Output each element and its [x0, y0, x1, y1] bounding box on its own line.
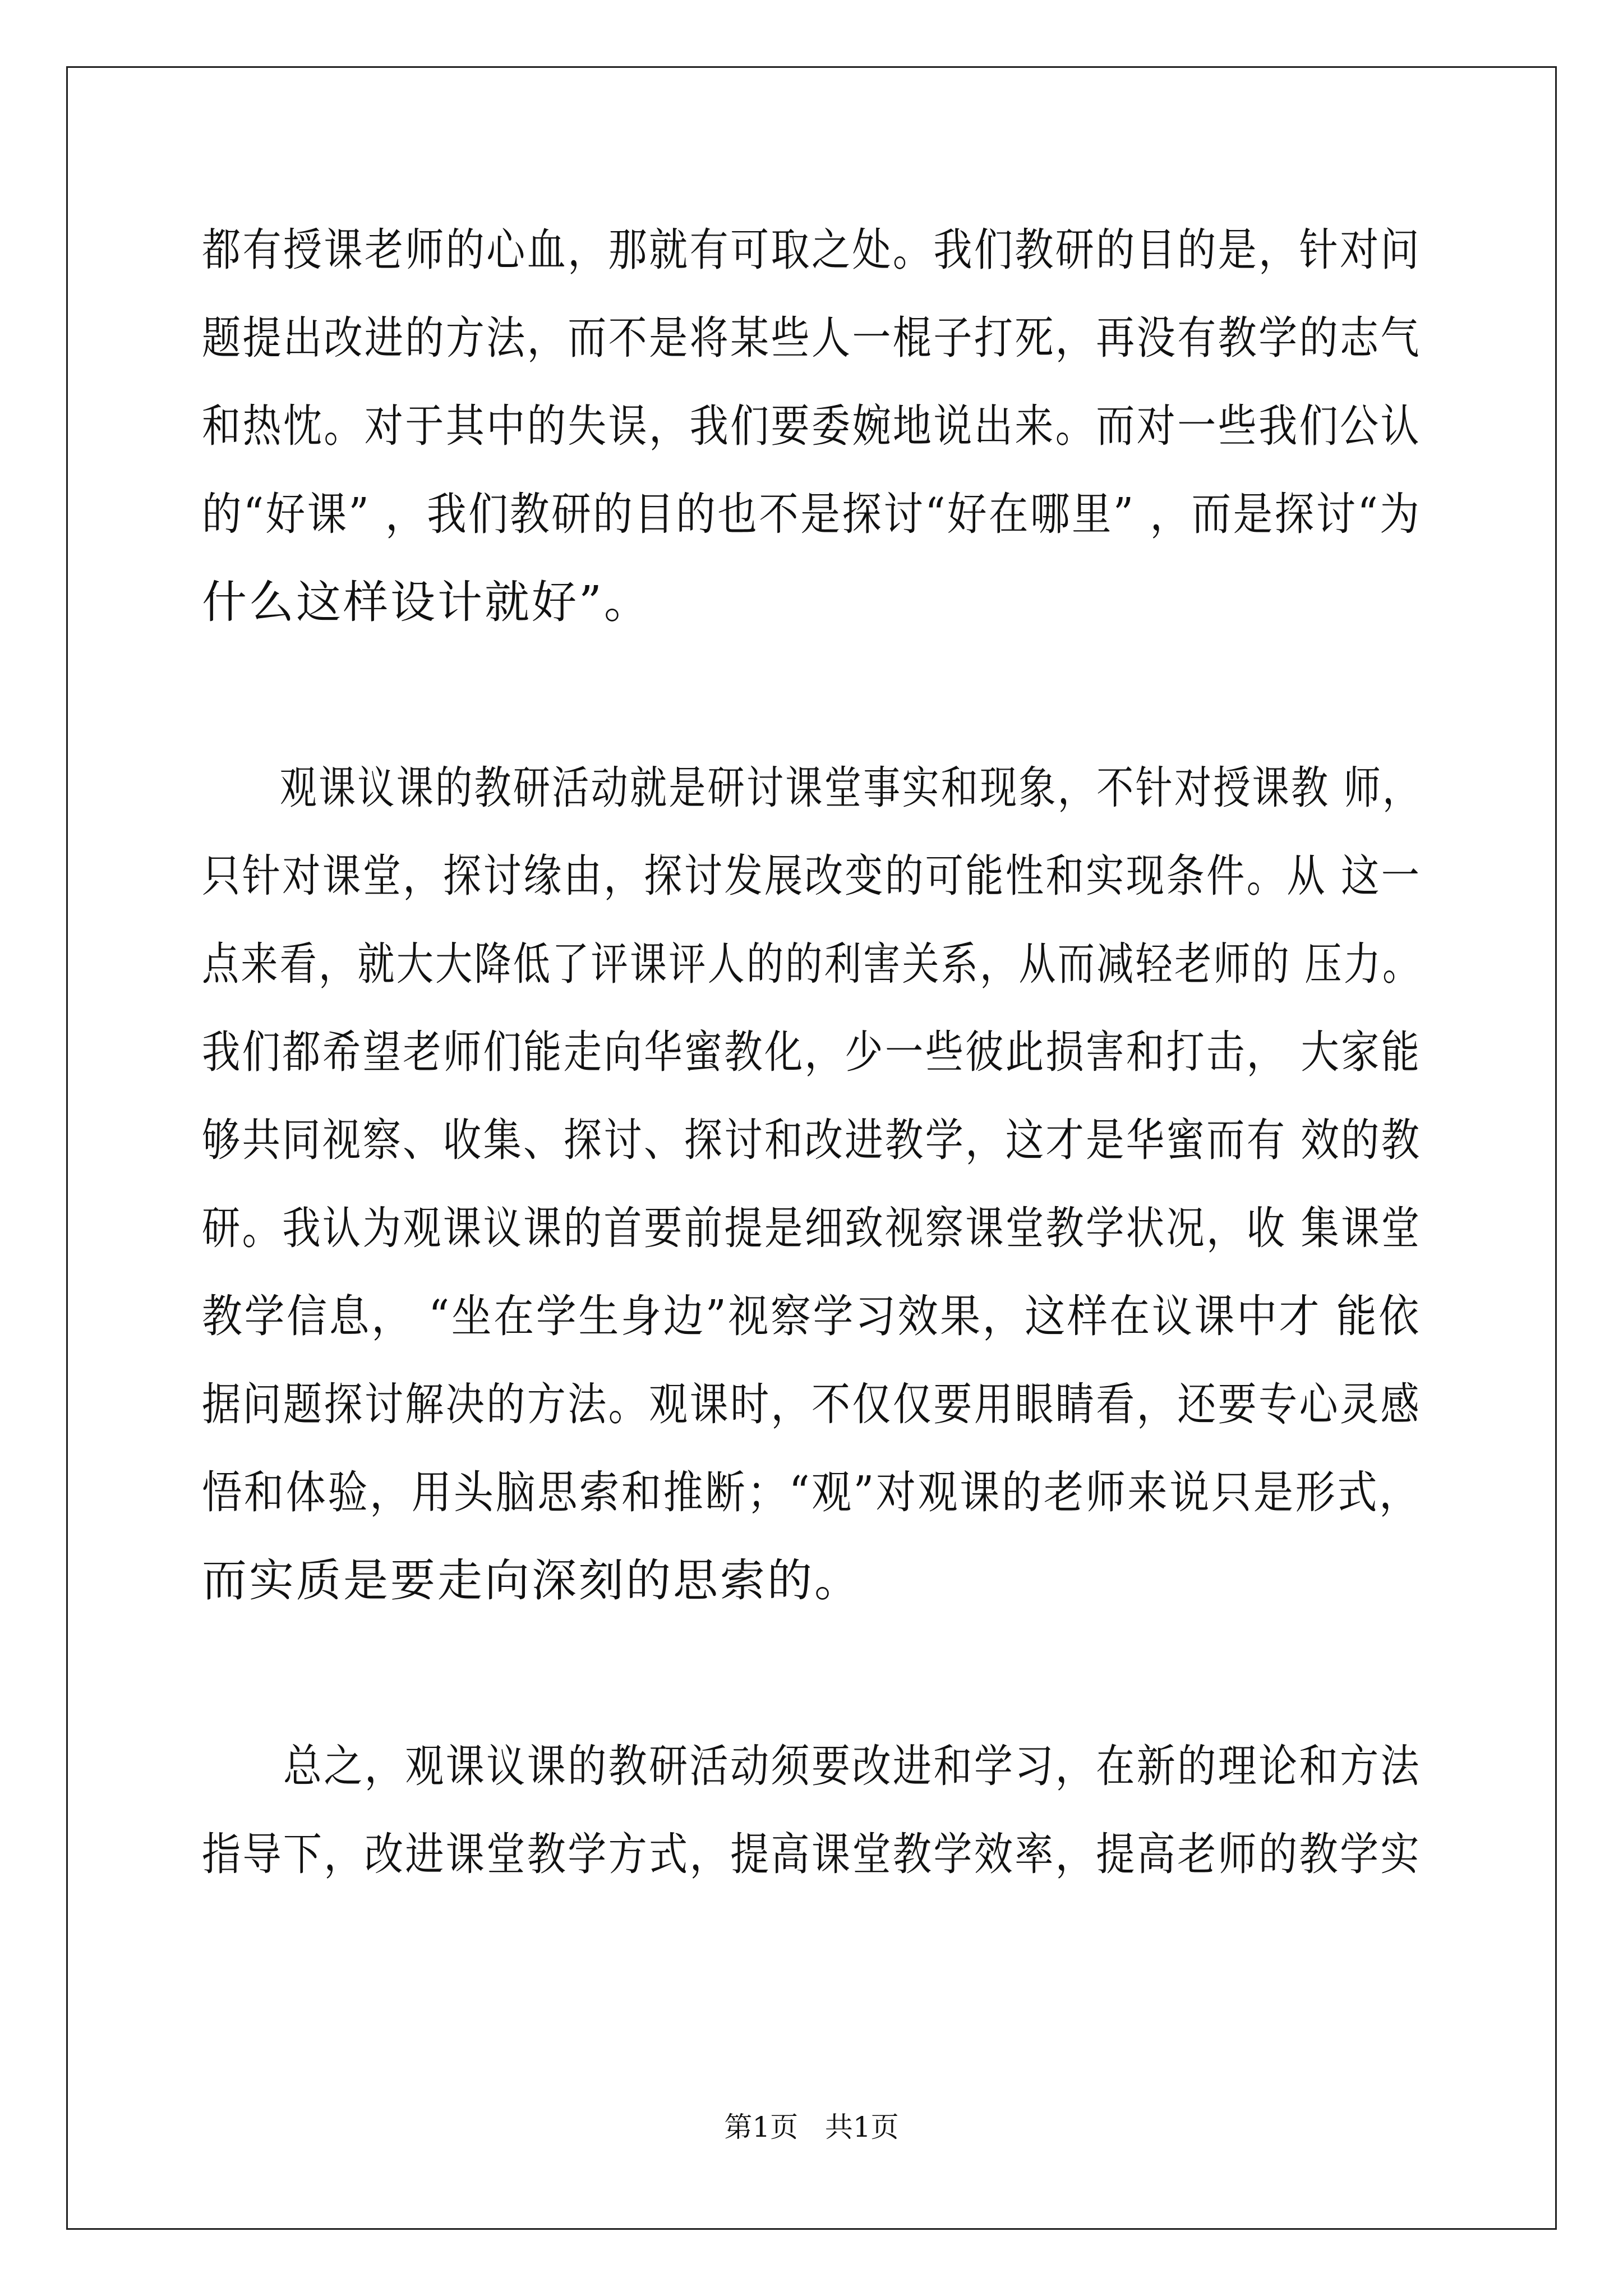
text-line-8: 点来看，就大大降低了评课评人的的利害关系，从而减轻老师的 压力。 [202, 938, 1422, 990]
text-line-10: 够共同视察、收集、探讨、探讨和改进教学，这才是华蜜而有 效的教 [202, 1114, 1422, 1166]
text-line-15: 而实质是要走向深刻的思索的。 [202, 1554, 861, 1607]
text-line-11: 研。我认为观课议课的首要前提是细致视察课堂教学状况，收 集课堂 [202, 1202, 1422, 1254]
text-line-1: 都有授课老师的心血，那就有可取之处。我们教研的目的是，针对问 [202, 224, 1422, 276]
text-line-13: 据问题探讨解决的方法。观课时，不仅仅要用眼睛看，还要专心灵感 [202, 1378, 1422, 1430]
text-line-7: 只针对课堂，探讨缘由，探讨发展改变的可能性和实现条件。从 这一 [202, 850, 1422, 902]
text-line-5: 什么这样设计就好”。 [202, 576, 651, 628]
text-line-12: 教学信息， “坐在学生身边”视察学习效果，这样在议课中才 能依 [202, 1290, 1421, 1342]
text-line-4: 的“好课” ，我们教研的目的也不是探讨“好在哪里” ，而是探讨“为 [202, 488, 1422, 540]
text-line-14: 悟和体验，用头脑思索和推断；“观”对观课的老师来说只是形式， [202, 1466, 1421, 1519]
page-number-footer: 第1页 共1页 [724, 2111, 899, 2143]
text-line-6: 观课议课的教研活动就是研讨课堂事实和现象，不针对授课教 师， [202, 762, 1422, 814]
text-line-9: 我们都希望老师们能走向华蜜教化，少一些彼此损害和打击， 大家能 [202, 1026, 1422, 1078]
text-line-3: 和热忱。对于其中的失误，我们要委婉地说出来。而对一些我们公认 [202, 400, 1422, 452]
text-line-2: 题提出改进的方法，而不是将某些人一棍子打死，再没有教学的志气 [202, 312, 1422, 364]
text-line-17: 指导下，改进课堂教学方式，提高课堂教学效率，提高老师的教学实 [202, 1828, 1422, 1880]
text-line-16: 总之，观课议课的教研活动须要改进和学习，在新的理论和方法 [202, 1740, 1422, 1792]
